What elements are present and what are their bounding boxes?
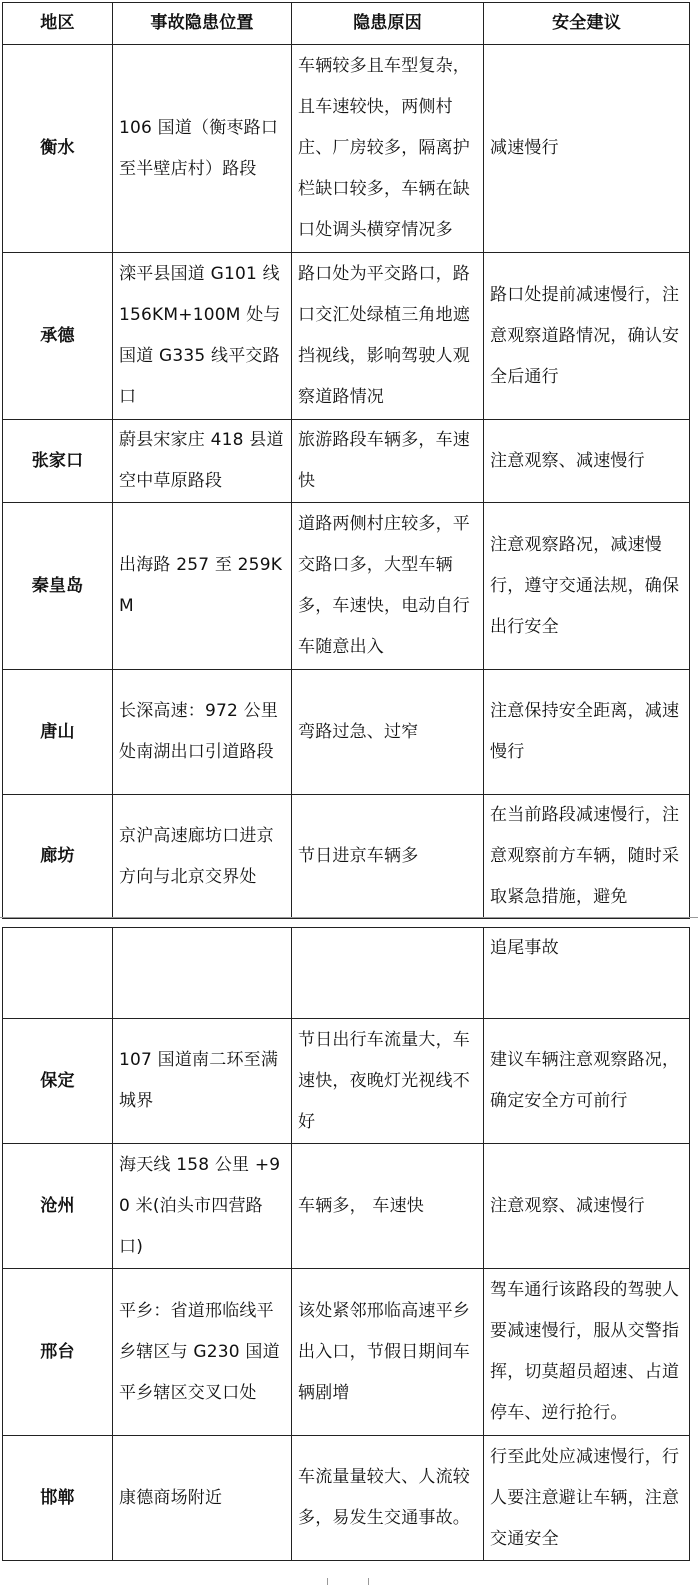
reason-cell: 旅游路段车辆多，车速快 — [292, 420, 484, 503]
table-row — [3, 1436, 690, 1561]
location-cell: 出海路 257 至 259KM — [113, 503, 292, 670]
location-cell: 长深高速：972 公里处南湖出口引道路段 — [113, 670, 292, 795]
reason-cell: 路口处为平交路口，路口交汇处绿植三角地遮挡视线，影响驾驶人观察道路情况 — [292, 253, 484, 420]
advice-cell: 减速慢行 — [484, 45, 690, 253]
table-row — [3, 503, 690, 670]
location-cell: 107 国道南二环至满城界 — [113, 1019, 292, 1144]
advice-cell: 注意观察、减速慢行 — [484, 420, 690, 503]
header-reason: 隐患原因 — [292, 3, 484, 45]
region-cell: 承德 — [3, 253, 113, 420]
header-advice: 安全建议 — [484, 3, 690, 45]
location-cell: 滦平县国道 G101 线 156KM+100M 处与国道 G335 线平交路口 — [113, 253, 292, 420]
region-cell — [3, 928, 113, 1019]
table-row — [3, 1144, 690, 1269]
reason-cell: 车辆多， 车速快 — [292, 1144, 484, 1269]
reason-cell: 该处紧邻邢临高速平乡出入口，节假日期间车辆剧增 — [292, 1269, 484, 1436]
region-cell: 邢台 — [3, 1269, 113, 1436]
location-cell: 蔚县宋家庄 418 县道空中草原路段 — [113, 420, 292, 503]
advice-cell: 注意观察路况，减速慢行，遵守交通法规，确保出行安全 — [484, 503, 690, 670]
region-cell: 保定 — [3, 1019, 113, 1144]
region-cell: 衡水 — [3, 45, 113, 253]
location-cell: 康德商场附近 — [113, 1436, 292, 1561]
region-cell: 秦皇岛 — [3, 503, 113, 670]
reason-cell: 节日出行车流量大，车速快，夜晚灯光视线不好 — [292, 1019, 484, 1144]
table-row — [3, 928, 690, 1019]
advice-cell: 注意观察、减速慢行 — [484, 1144, 690, 1269]
location-cell: 京沪高速廊坊口进京方向与北京交界处 — [113, 795, 292, 919]
header-row — [3, 3, 690, 45]
advice-cell: 路口处提前减速慢行，注意观察道路情况，确认安全后通行 — [484, 253, 690, 420]
region-cell: 廊坊 — [3, 795, 113, 919]
table-row — [3, 1019, 690, 1144]
hazard-table-part2 — [2, 927, 690, 1561]
location-cell — [113, 928, 292, 1019]
advice-cell: 追尾事故 — [484, 928, 690, 1019]
advice-cell: 在当前路段减速慢行，注意观察前方车辆，随时采取紧急措施，避免 — [484, 795, 690, 919]
header-location: 事故隐患位置 — [113, 3, 292, 45]
advice-cell: 建议车辆注意观察路况，确定安全方可前行 — [484, 1019, 690, 1144]
header-region: 地区 — [3, 3, 113, 45]
reason-cell: 车辆较多且车型复杂，且车速较快，两侧村庄、厂房较多，隔离护栏缺口较多，车辆在缺口处调头横穿情况多 — [292, 45, 484, 253]
reason-cell: 车流量量较大、人流较多，易发生交通事故。 — [292, 1436, 484, 1561]
table-row — [3, 253, 690, 420]
reason-cell — [292, 928, 484, 1019]
region-cell: 唐山 — [3, 670, 113, 795]
location-cell: 海天线 158 公里 +90 米(泊头市四营路口) — [113, 1144, 292, 1269]
region-cell: 张家口 — [3, 420, 113, 503]
location-cell: 106 国道（衡枣路口至半壁店村）路段 — [113, 45, 292, 253]
location-cell: 平乡：省道邢临线平乡辖区与 G230 国道平乡辖区交叉口处 — [113, 1269, 292, 1436]
advice-cell: 行至此处应减速慢行，行人要注意避让车辆，注意交通安全 — [484, 1436, 690, 1561]
reason-cell: 节日进京车辆多 — [292, 795, 484, 919]
table-row — [3, 670, 690, 795]
table-row — [3, 420, 690, 503]
table-row — [3, 1269, 690, 1436]
table-row — [3, 45, 690, 253]
page-break-divider — [0, 917, 698, 918]
region-cell: 沧州 — [3, 1144, 113, 1269]
hazard-table-part1 — [2, 2, 690, 919]
table-row — [3, 795, 690, 919]
advice-cell: 驾车通行该路段的驾驶人要减速慢行，服从交警指挥，切莫超员超速、占道停车、逆行抢行。 — [484, 1269, 690, 1436]
page-edge-marker — [327, 1578, 369, 1585]
region-cell: 邯郸 — [3, 1436, 113, 1561]
reason-cell: 弯路过急、过窄 — [292, 670, 484, 795]
advice-cell: 注意保持安全距离，减速慢行 — [484, 670, 690, 795]
reason-cell: 道路两侧村庄较多，平交路口多，大型车辆多，车速快，电动自行车随意出入 — [292, 503, 484, 670]
